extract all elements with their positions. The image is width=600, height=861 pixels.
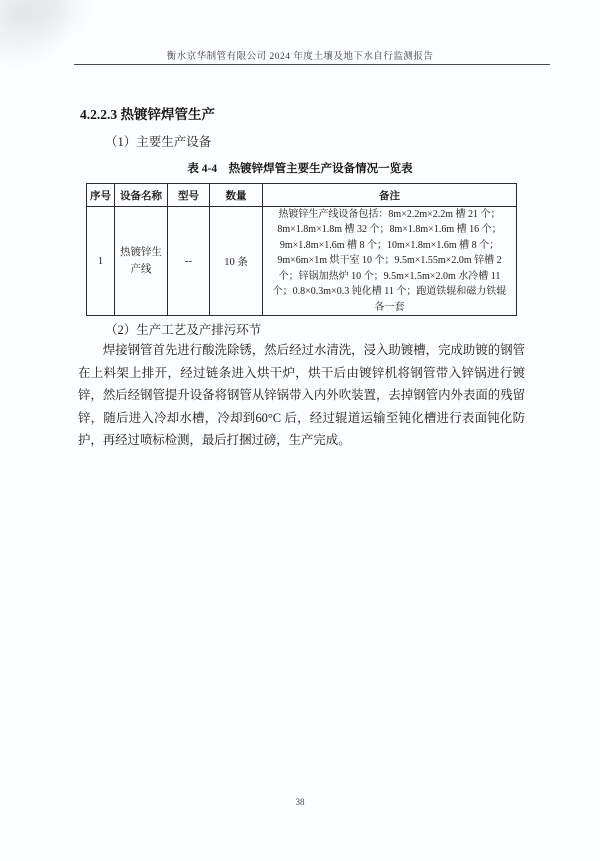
cell-model: -- — [168, 207, 210, 316]
table-row — [87, 207, 517, 316]
header-rule — [74, 64, 550, 65]
cell-equipment-name — [115, 207, 168, 316]
table-header-row — [87, 184, 517, 207]
remark-line: 热镀锌生产线设备包括：8m×2.2m×2.2m 槽 21 个； — [278, 209, 501, 221]
remark-line: 9m×6m×1m 烘干室 10 个；9.5m×1.55m×2.0m 锌槽 2 — [277, 255, 502, 267]
body-paragraph: 焊接钢管首先进行酸洗除锈，然后经过水清洗，浸入助镀槽，完成助镀的钢管在上料架上排开，经过链条进入烘干炉，烘干后由镀锌机将钢管带入锌锅进行镀锌，然后经钢管提升设备将钢管从锌锅带入内外吹装置，去掉钢管内外表面的残留锌，随后进入冷却水槽，冷却到60°C 后，经过辊道运输至钝化槽进行表面钝化防护，再经过喷标检测，最后打捆过磅，生产完成。 — [78, 343, 525, 448]
equipment-table — [86, 183, 517, 316]
col-header-index: 序号 — [87, 184, 115, 207]
remark-line: 个；锌锅加热炉 10 个；9.5m×1.5m×2.0m 水冷槽 11 — [278, 270, 501, 282]
remark-line: 各一套 — [374, 301, 405, 313]
running-header — [0, 48, 600, 62]
section-heading: 4.2.2.3 热镀锌焊管生产 — [80, 107, 215, 122]
page-number: 38 — [295, 797, 305, 807]
col-header-equipment-name: 设备名称 — [115, 184, 168, 207]
col-header-quantity: 数量 — [210, 184, 263, 207]
remark-line: 个；0.8×0.3m×0.3 钝化槽 11 个；跑道铁辊和磁力铁辊 — [272, 286, 507, 298]
list-item-main-equipment: （1）主要生产设备 — [105, 135, 212, 149]
equipment-name-text: 热镀锌生产线 — [120, 247, 162, 275]
running-header-title: 衡水京华制管有限公司 2024 年度土壤及地下水自行监测报告 — [166, 52, 434, 62]
col-header-remark: 备注 — [263, 184, 517, 207]
list-item-production-process: （2）生产工艺及产排污环节 — [105, 323, 262, 337]
remark-line: 8m×1.8m×1.8m 槽 32 个；8m×1.8m×1.6m 槽 16 个； — [277, 224, 502, 236]
cell-quantity: 10 条 — [210, 207, 263, 316]
table-caption: 表 4-4 热镀锌焊管主要生产设备情况一览表 — [187, 163, 413, 175]
cell-remark — [263, 207, 517, 316]
col-header-model: 型号 — [168, 184, 210, 207]
cell-index: 1 — [87, 207, 115, 316]
remark-line: 9m×1.8m×1.6m 槽 8 个；10m×1.8m×1.6m 槽 8 个； — [279, 239, 500, 251]
